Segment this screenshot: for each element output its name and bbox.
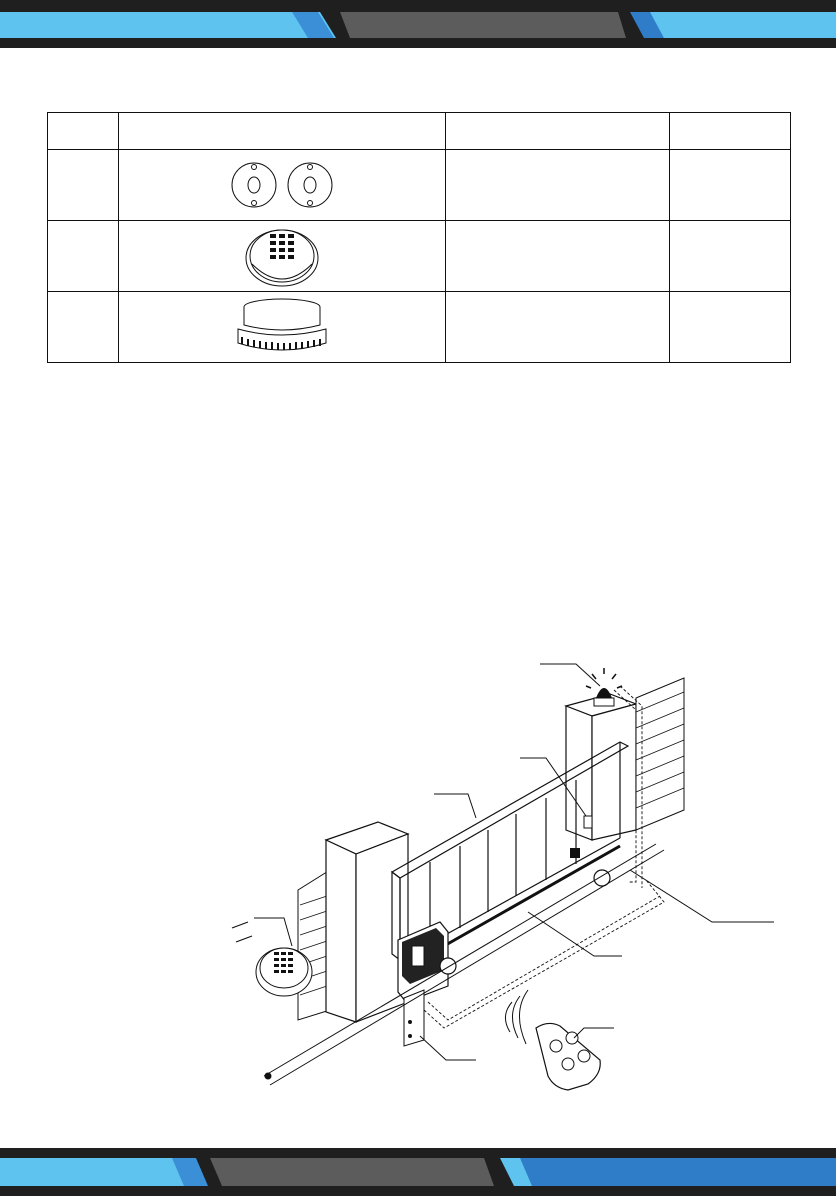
right-brick-wall	[636, 678, 684, 830]
table-row	[48, 292, 791, 363]
row-no	[48, 150, 119, 221]
left-pillar	[326, 822, 408, 1022]
keypad-icon	[237, 224, 327, 288]
row-qty	[670, 221, 791, 292]
table-row	[48, 221, 791, 292]
left-brick-wall	[298, 870, 330, 1020]
row-description	[446, 150, 670, 221]
table-header-row	[48, 113, 791, 150]
header-quantity	[670, 113, 791, 150]
table-row	[48, 150, 791, 221]
row-description	[446, 292, 670, 363]
row-picture	[119, 221, 446, 292]
row-picture	[119, 150, 446, 221]
header-no	[48, 113, 119, 150]
gate-operator-icon	[398, 922, 448, 1046]
warning-lamp-icon	[222, 295, 342, 359]
parts-table	[47, 112, 791, 363]
header-banner	[0, 0, 836, 48]
row-description	[446, 221, 670, 292]
footer-banner	[0, 1148, 836, 1196]
row-qty	[670, 292, 791, 363]
header-picture	[119, 113, 446, 150]
row-no	[48, 292, 119, 363]
reflector-plates-icon	[222, 155, 342, 215]
installation-diagram	[0, 650, 836, 1100]
row-qty	[670, 150, 791, 221]
header-description	[446, 113, 670, 150]
remote-control-icon	[505, 990, 600, 1090]
row-picture	[119, 292, 446, 363]
row-no	[48, 221, 119, 292]
